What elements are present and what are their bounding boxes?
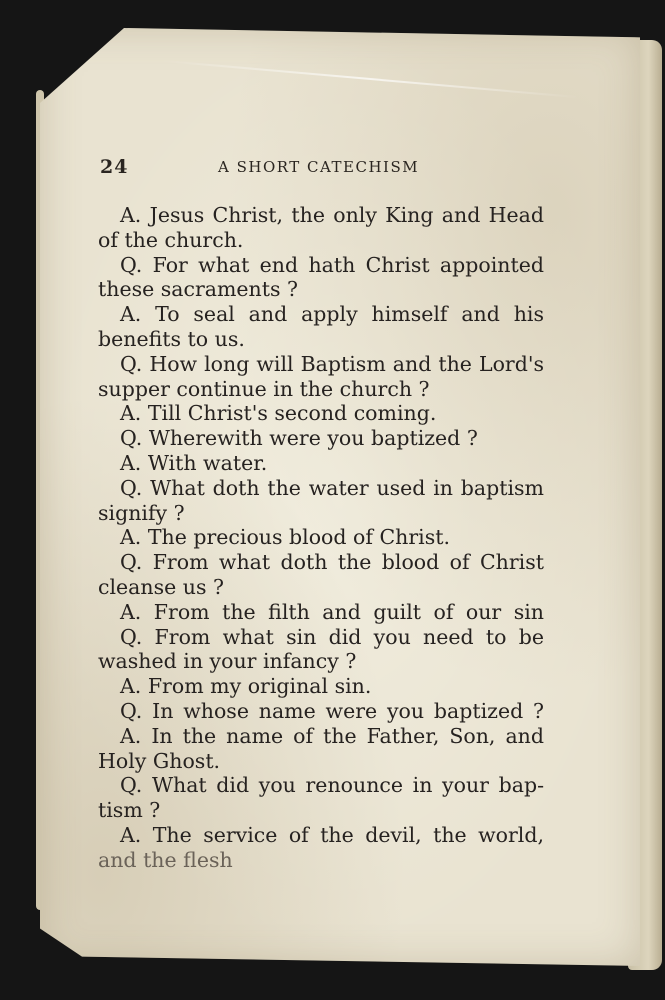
text-line: tism ? [98,798,161,823]
text-line: supper continue in the church ? [98,376,430,401]
text-line: washed in your infancy ? [98,649,357,674]
text-line: benefits to us. [98,326,245,351]
text-line: A. From the filth and guilt of our sin [120,599,544,624]
page-number: 24 [100,156,129,178]
text-line: of the church. [98,227,244,252]
text-line: cleanse us ? [98,574,224,599]
text-line: A. In the name of the Father, Son, and [120,723,544,748]
text-line: A. To seal and apply himself and his [120,302,544,327]
text-line: Q. How long will Baptism and the Lord's [120,351,544,376]
page-crease [161,60,580,99]
text-line: Q. In whose name were you baptized ? [120,698,544,723]
text-line: Q. Wherewith were you baptized ? [120,426,478,451]
text-line: Q. From what doth the blood of Christ [120,550,544,575]
text-line: signify ? [98,500,185,525]
text-line: A. Till Christ's second coming. [120,401,437,426]
text-line: A. The service of the devil, the world, [120,822,544,847]
catechism-text [98,203,544,873]
text-line: A. With water. [120,450,268,475]
text-line: Q. What doth the water used in baptism [120,475,544,500]
text-line: Q. From what sin did you need to be [120,624,544,649]
text-line: these sacraments ? [98,277,299,302]
text-line: Q. For what end hath Christ appointed [120,252,544,277]
text-line: and the flesh [98,847,233,872]
running-title: A SHORT CATECHISM [218,158,420,176]
text-line: Q. What did you renounce in your bap- [120,773,544,798]
text-line: Holy Ghost. [98,748,221,773]
text-line: A. The precious blood of Christ. [120,525,451,550]
text-line: A. From my original sin. [120,674,372,699]
text-line: A. Jesus Christ, the only King and Head [120,203,544,227]
page-header [100,156,540,182]
